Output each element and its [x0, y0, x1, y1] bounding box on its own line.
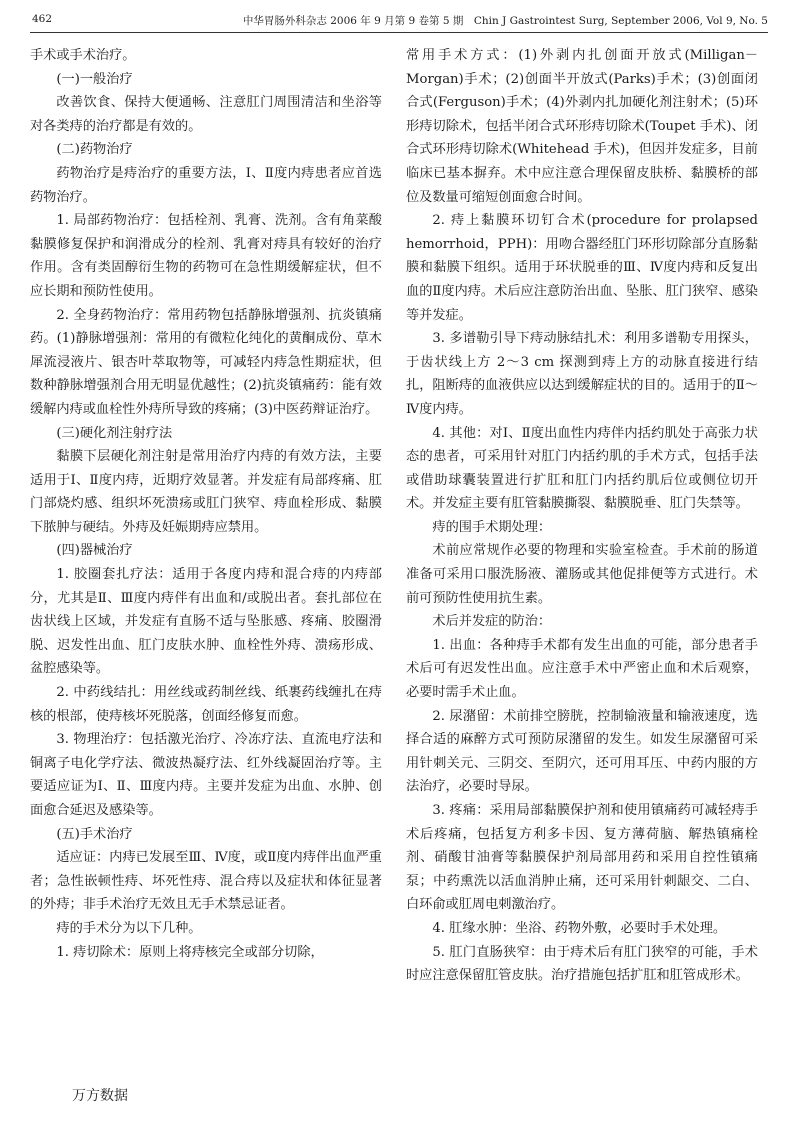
left-column — [30, 44, 382, 964]
paragraph: 1. 局部药物治疗：包括栓剂、乳膏、洗剂。含有角菜酸黏膜修复保护和润滑成分的栓剂、乳膏对痔具有较好的治疗作用。含有类固醇衍生物的药物可在急性期缓解症状，但不应长期和预防性使用。 — [30, 213, 382, 299]
paragraph: 2. 全身药物治疗：常用药物包括静脉增强剂、抗炎镇痛药。(1)静脉增强剂：常用的有微粒化纯化的黄酮成份、草木犀流浸液片、银杏叶萃取物等，可减轻内痔急性期症状，但数种静脉增强剂合用无明显优越性；(2)抗炎镇痛药：能有效缓解内痔或血栓性外痔所导致的疼痛；(3)中医药辩证治疗。 — [30, 307, 382, 417]
paragraph: 改善饮食、保持大便通畅、注意肛门周围清洁和坐浴等对各类痔的治疗都是有效的。 — [30, 95, 382, 134]
paragraph: 适应证：内痔已发展至Ⅲ、Ⅳ度，或Ⅱ度内痔伴出血严重者；急性嵌顿性痔、坏死性痔、混合痔以及症状和体征显著的外痔；非手术治疗无效且无手术禁忌证者。 — [30, 850, 382, 913]
paragraph: 术前应常规作必要的物理和实验室检查。手术前的肠道准备可采用口服洗肠液、灌肠或其他促排便等方式进行。术前可预防性使用抗生素。 — [406, 543, 758, 606]
paragraph: 2. 尿潴留：术前排空膀胱，控制输液量和输液速度，选择合适的麻醉方式可预防尿潴留的发生。如发生尿潴留可采用针刺关元、三阴交、至阴穴，还可用耳压、中药内服的方法治疗，必要时导尿。 — [406, 708, 758, 795]
paragraph: 1. 出血：各种痔手术都有发生出血的可能，部分患者手术后可有迟发性出血。应注意手术中严密止血和术后观察，必要时需手术止血。 — [406, 637, 758, 701]
journal-title: 中华胃肠外科杂志 2006 年 9 月第 9 卷第 5 期 Chin J Gastrointest Surg, September 2006, Vol 9, No. 5 — [242, 15, 768, 27]
paragraph: 1. 胶圈套扎疗法：适用于各度内痔和混合痔的内痔部分，尤其是Ⅱ、Ⅲ度内痔伴有出血和/或脱出者。套扎部位在齿状线上区域，并发症有直肠不适与坠胀感、疼痛、胶圈滑脱、迟发性出血、肛门皮肤水肿、血栓性外痔、溃疡形成、盆腔感染等。 — [30, 567, 382, 677]
paragraph: 黏膜下层硬化剂注射是常用治疗内痔的有效方法，主要适用于Ⅰ、Ⅱ度内痔，近期疗效显著。并发症有局部疼痛、肛门部烧灼感、组织坏死溃疡或肛门狭窄、痔血栓形成、黏膜下脓肿与硬结。外痔及妊娠期痔应禁用。 — [30, 449, 382, 535]
paragraph: 4. 肛缘水肿：坐浴、药物外敷，必要时手术处理。 — [432, 920, 727, 936]
paragraph: 5. 肛门直肠狭窄：由于痔术后有肛门狭窄的可能，手术时应注意保留肛管皮肤。治疗措施包括扩肛和肛管成形术。 — [406, 944, 758, 984]
section-heading: (三)硬化剂注射疗法 — [56, 425, 173, 441]
paragraph: 常用手术方式：(1)外剥内扎创面开放式(Milligan－Morgan)手术；(2)创面半开放式(Parks)手术；(3)创面闭合式(Ferguson)手术；(4)外剥内扎加硬化剂注射术；(5)环形痔切除术，包括半闭合式环形痔切除术(Toupet 手术)、闭合式环形痔切除术(Whitehead 手术)，但因并发症多，目前临床已基本摒弃。术中应注意合理保留皮肤桥、黏膜桥的部位及数量可缩短创面愈合时间。 — [406, 48, 758, 205]
page-header — [30, 10, 768, 33]
paragraph: 4. 其他：对Ⅰ、Ⅱ度出血性内痔伴内括约肌处于高张力状态的患者，可采用针对肛门内括约肌的手术方式，包括手法或借助球囊装置进行扩肛和肛门内括约肌后位或侧位切开术。并发症主要有肛管黏膜撕裂、黏膜脱垂、肛门失禁等。 — [406, 425, 758, 512]
section-heading: 术后并发症的防治： — [432, 614, 552, 630]
paragraph: 3. 多谱勒引导下痔动脉结扎术：利用多谱勒专用探头，于齿状线上方 2～3 cm 探测到痔上方的动脉直接进行结扎，阻断痔的血液供应以达到缓解症状的目的。适用于的Ⅱ～Ⅳ度内痔。 — [406, 331, 758, 417]
section-heading: 痔的围手术期处理： — [432, 519, 552, 535]
section-heading: (二)药物治疗 — [56, 142, 133, 158]
paragraph: 1. 痔切除术：原则上将痔核完全或部分切除， — [56, 944, 324, 960]
section-heading: (一)一般治疗 — [56, 71, 133, 87]
section-heading: (五)手术治疗 — [56, 826, 133, 842]
paragraph: 3. 疼痛：采用局部黏膜保护剂和使用镇痛药可减轻痔手术后疼痛，包括复方利多卡因、复方薄荷脑、解热镇痛栓剂、硝酸甘油膏等黏膜保护剂局部用药和采用自控性镇痛泵；中药熏洗以活血消肿止痛，还可采用针刺龈交、二白、白环俞或肛周电刺激治疗。 — [406, 803, 758, 913]
paragraph: 3. 物理治疗：包括激光治疗、冷冻疗法、直流电疗法和铜离子电化学疗法、微波热凝疗法、红外线凝固治疗等。主要适应证为Ⅰ、Ⅱ、Ⅲ度内痔。主要并发症为出血、水肿、创面愈合延迟及感染等。 — [30, 732, 382, 818]
paragraph: 痔的手术分为以下几种。 — [56, 920, 202, 936]
right-column — [406, 44, 758, 988]
paragraph: 2. 中药线结扎：用丝线或药制丝线、纸裹药线缠扎在痔核的根部，使痔核坏死脱落，创面经修复而愈。 — [30, 685, 382, 724]
watermark: 万方数据 — [72, 1088, 128, 1104]
paragraph: 药物治疗是痔治疗的重要方法，Ⅰ、Ⅱ度内痔患者应首选药物治疗。 — [30, 165, 382, 205]
page-number: 462 — [32, 13, 53, 25]
paragraph: 2. 痔上黏膜环切钉合术(procedure for prolapsed hemorrhoid，PPH)：用吻合器经肛门环形切除部分直肠黏膜和黏膜下组织。适用于环状脱垂的Ⅲ、Ⅳ度内痔和反复出血的Ⅱ度内痔。术后应注意防治出血、坠胀、肛门狭窄、感染等并发症。 — [406, 213, 758, 323]
section-heading: (四)器械治疗 — [56, 543, 133, 559]
paragraph: 手术或手术治疗。 — [30, 48, 136, 63]
